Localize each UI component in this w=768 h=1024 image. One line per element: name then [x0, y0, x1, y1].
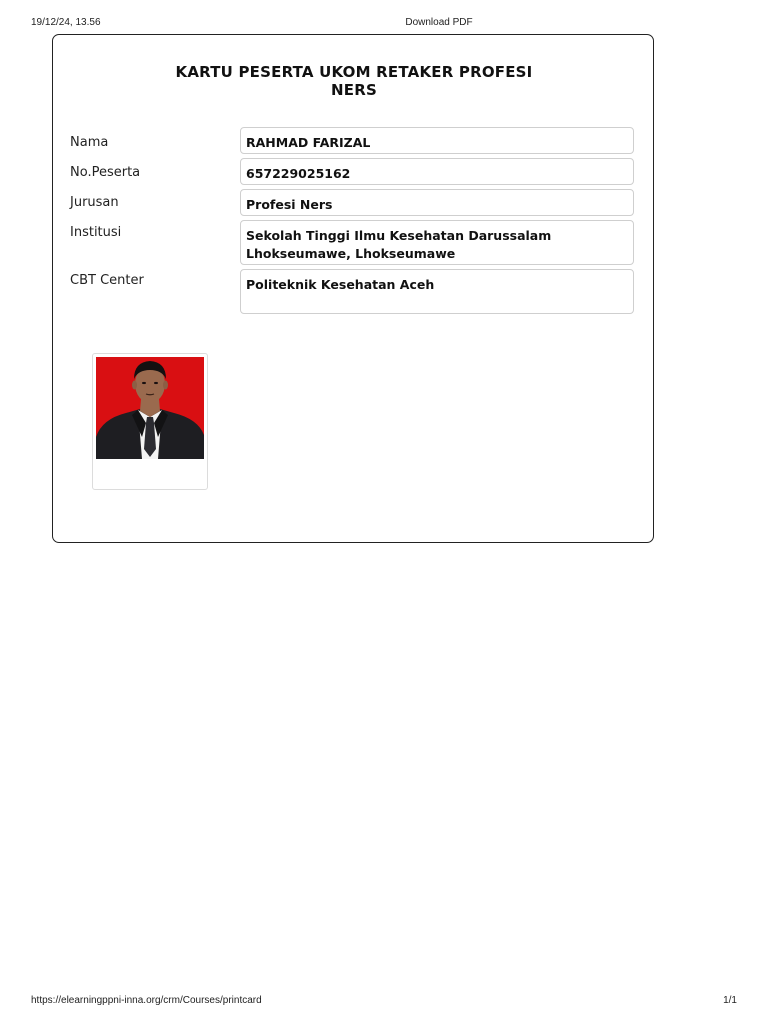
value-cbt-center: Politeknik Kesehatan Aceh	[240, 269, 634, 314]
value-jurusan: Profesi Ners	[240, 189, 634, 216]
participant-photo	[96, 357, 204, 459]
value-institusi-line-1: Sekolah Tinggi Ilmu Kesehatan Darussalam	[246, 228, 552, 243]
label-nama: Nama	[70, 135, 109, 150]
value-institusi	[240, 220, 634, 265]
print-page-count: 1/1	[723, 995, 737, 1006]
card-title	[153, 63, 555, 99]
label-no-peserta: No.Peserta	[70, 165, 141, 180]
value-no-peserta: 657229025162	[240, 158, 634, 185]
card-title-line-1: KARTU PESERTA UKOM RETAKER PROFESI	[175, 63, 533, 81]
value-nama: RAHMAD FARIZAL	[240, 127, 634, 154]
participant-card	[52, 34, 654, 543]
print-url: https://elearningppni-inna.org/crm/Courses/printcard	[31, 995, 262, 1006]
print-header	[0, 17, 768, 31]
label-jurusan: Jurusan	[70, 195, 119, 210]
value-institusi-line-2: Lhokseumawe, Lhokseumawe	[246, 246, 456, 261]
label-institusi: Institusi	[70, 225, 122, 240]
print-footer	[0, 995, 768, 1009]
label-cbt-center: CBT Center	[70, 273, 144, 288]
print-document-title: Download PDF	[405, 17, 473, 28]
print-timestamp: 19/12/24, 13.56	[31, 17, 101, 28]
participant-photo-frame	[92, 353, 208, 490]
card-title-line-2: NERS	[331, 81, 377, 99]
